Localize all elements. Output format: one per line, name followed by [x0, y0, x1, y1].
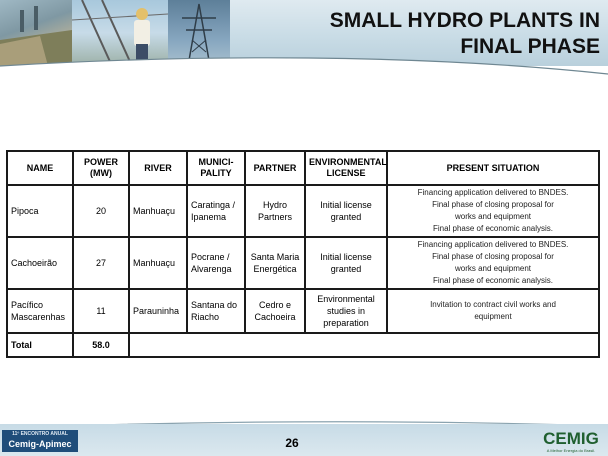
column-header-environmental-license: ENVIRONMENTAL LICENSE — [305, 151, 387, 185]
header-swoosh-divider — [0, 52, 608, 82]
logo-tagline: A Melhor Energia do Brasil. — [546, 448, 596, 453]
cell-partner: Santa Maria Energética — [245, 237, 305, 289]
cell-partner: Cedro e Cachoeira — [245, 289, 305, 333]
logo-wordmark: CEMIG — [543, 429, 599, 448]
table-row — [7, 185, 599, 237]
cell-river: Parauninha — [129, 289, 187, 333]
column-header-municipality: MUNICI- PALITY — [187, 151, 245, 185]
cell-partner: Hydro Partners — [245, 185, 305, 237]
column-header-name: NAME — [7, 151, 73, 185]
small-hydro-plants-table — [6, 150, 600, 358]
cell-power: 11 — [73, 289, 129, 333]
cell-municipality: Pocrane / Alvarenga — [187, 237, 245, 289]
table-total-row — [7, 333, 599, 357]
cell-total-label: Total — [7, 333, 73, 357]
column-header-partner: PARTNER — [245, 151, 305, 185]
cell-total-empty — [129, 333, 599, 357]
cell-license: Initial license granted — [305, 237, 387, 289]
footer-bar — [0, 424, 608, 456]
cell-situation: Financing application delivered to BNDES. Final phase of closing proposal for works and equipment Final phase of economic analysis. — [387, 237, 599, 289]
column-header-present-situation: PRESENT SITUATION — [387, 151, 599, 185]
cell-name: Pipoca — [7, 185, 73, 237]
cell-total-value: 58.0 — [73, 333, 129, 357]
cemig-logo — [540, 430, 602, 454]
column-header-river: RIVER — [129, 151, 187, 185]
cell-name: Pacífico Mascarenhas — [7, 289, 73, 333]
event-edition: 11º ENCONTRO ANUAL — [12, 431, 68, 437]
table-row — [7, 237, 599, 289]
table-header-row — [7, 151, 599, 185]
cell-license: Initial license granted — [305, 185, 387, 237]
cell-situation: Invitation to contract civil works and equipment — [387, 289, 599, 333]
page-title-line-2: FINAL PHASE — [460, 35, 600, 58]
page-number: 26 — [285, 436, 299, 450]
page-title-line-1: SMALL HYDRO PLANTS IN — [329, 9, 600, 32]
column-header-power: POWER (MW) — [73, 151, 129, 185]
cell-river: Manhuaçu — [129, 185, 187, 237]
cell-municipality: Caratinga / Ipanema — [187, 185, 245, 237]
event-badge — [2, 430, 78, 452]
cell-situation: Financing application delivered to BNDES. Final phase of closing proposal for works and equipment Final phase of economic analysis. — [387, 185, 599, 237]
cell-license: Environmental studies in preparation — [305, 289, 387, 333]
cell-municipality: Santana do Riacho — [187, 289, 245, 333]
cell-power: 27 — [73, 237, 129, 289]
table-row — [7, 289, 599, 333]
cell-power: 20 — [73, 185, 129, 237]
event-name: Cemig-Apimec — [8, 439, 72, 449]
cell-name: Cachoeirão — [7, 237, 73, 289]
cell-river: Manhuaçu — [129, 237, 187, 289]
